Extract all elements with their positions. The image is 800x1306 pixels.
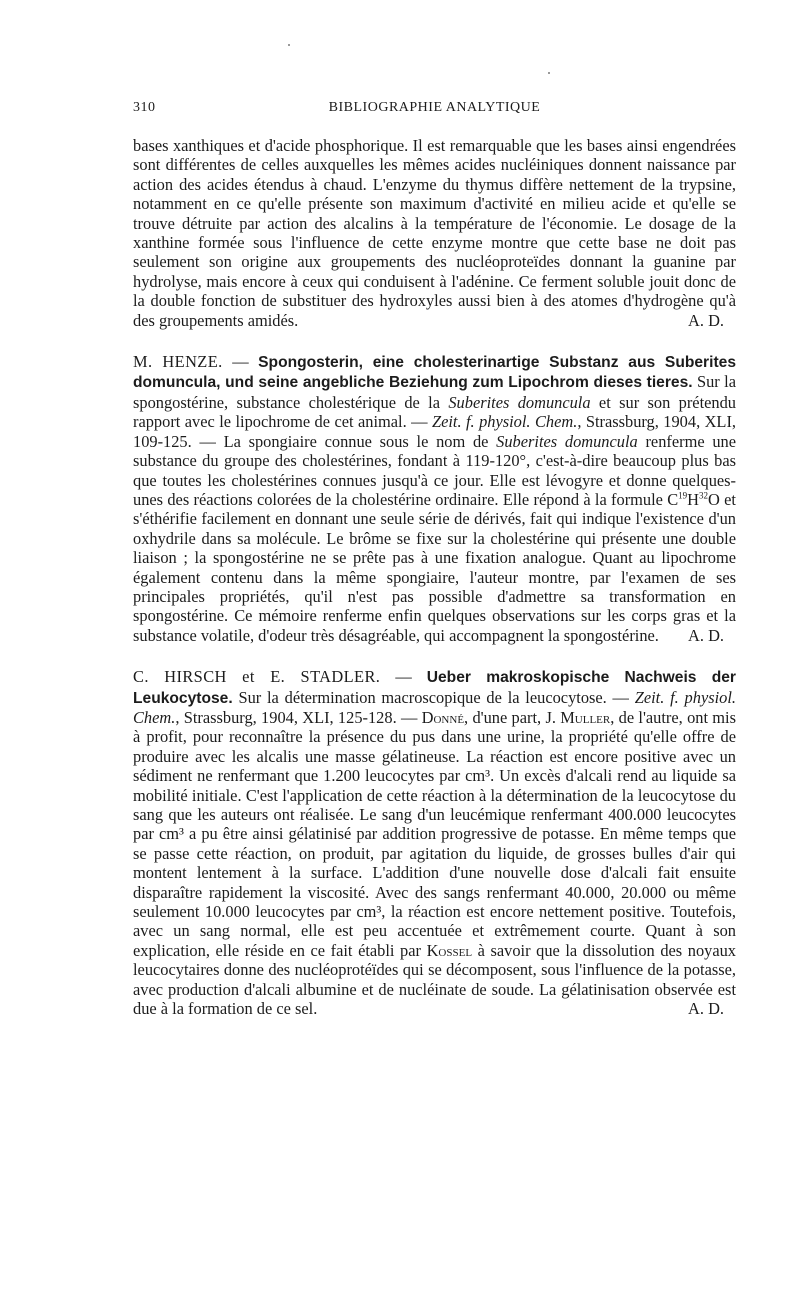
- journal-name: Zeit. f. physiol. Chem.: [133, 687, 736, 727]
- entry-text: , Strassburg, 1904, XLI, 125-128. —: [175, 707, 422, 727]
- running-head-title: BIBLIOGRAPHIE ANALYTIQUE: [328, 100, 541, 115]
- species-name: Suberites domuncula: [448, 392, 591, 412]
- running-head: [133, 100, 736, 124]
- scan-speck: [548, 72, 550, 74]
- entry-text: à savoir que la dissolution des noyaux leucocytaires donne des nucléoprotéïdes qui se décomposent, sous l'influence de la potasse, avec production d'alcali albumine et de nucléinate de soude. La gélatinisation observée est due à la formation de ce sel.: [133, 940, 736, 1019]
- formula-index: 32: [699, 490, 709, 501]
- author-signature: A. D.: [688, 999, 724, 1019]
- entry-text: , de l'autre, ont mis à profit, pour reconnaître la présence du pus dans une urine, la propriété qu'elle offre de produire avec les alcalis une masse gélatineuse. La réaction est encore positive avec un sédiment ne renfermant que 1.200 leucocytes par cm³. Un excès d'alcali rend au liquide sa mobilité initiale. C'est l'application de cette réaction à la détermination de la leucocytose du sang que les auteurs ont réalisée. Le sang d'un leucémique renfermant 400.000 leucocytes par cm³ a pu être ainsi gélatinisé par addition progressive de potasse. En même temps que se passe cette réaction, on produit, par agitation du liquide, de grosses bulles d'air qui montent lentement à la surface. L'addition d'une nouvelle dose d'alcali fait ensuite disparaître rapidement la viscosité. Avec des sangs renfermant 40.000, 20.000 ou même seulement 10.000 leucocytes par cm³, la réaction est encore nettement positive. Toutefois, avec un sang normal, elle est peu accentuée et extrêmement courte. Quant à son explication, elle réside en ce fait établi par: [133, 707, 736, 960]
- bibliography-entry-henze: [133, 352, 736, 645]
- author-signature: A. D.: [688, 625, 724, 645]
- entry-text: , d'une part, J.: [464, 707, 561, 727]
- formula-element: H: [687, 489, 700, 509]
- species-name: Suberites domuncula: [496, 431, 638, 451]
- entry-text: Sur la détermination macroscopique de la leucocytose. —: [232, 687, 635, 707]
- formula-index: 19: [678, 490, 688, 501]
- formula-element: O: [708, 489, 720, 509]
- person-name: Kossel: [426, 940, 473, 960]
- page: [133, 100, 736, 1018]
- formula-element: C: [667, 489, 679, 509]
- entry-text: et sur son prétendu rapport avec le lipochrome de cet animal. —: [133, 392, 736, 432]
- entry-author: M. HENZE.: [133, 352, 223, 372]
- journal-name: Zeit. f. physiol. Chem.: [431, 412, 578, 432]
- entry-author: C. HIRSCH et E. STADLER.: [133, 667, 381, 687]
- page-number: 310: [133, 100, 156, 115]
- paragraph-text: bases xanthiques et d'acide phosphorique. Il est remarquable que les bases ainsi engendrées sont différentes de celles auxquelles les mêmes acides nucléiniques donnent naissance par action des acides étendus à chaud. L'enzyme du thymus diffère nettement de la trypsine, notamment en ce qu'elle présente son maximum d'activité en milieu acide et qu'elle se trouve détruite par action des alcalins à la température de l'économie. Le dosage de la xanthine formée sous l'influence de cette enzyme montre que cette base ne doit pas seulement son origine aux groupements des nucléoproteïdes donnant la guanine par hydrolyse, mais encore à ceux qui conduisent à l'adénine. Ce ferment soluble jouit donc de la double fonction de substituer des hydroxyles aussi bien à des atomes d'hydrogène qu'à des groupements amidés.: [133, 136, 736, 330]
- entry-dash: —: [222, 352, 259, 372]
- entry-text: renferme une substance du groupe des cholestérines, fondant à 119-120°, c'est-à-dire beaucoup plus bas que toutes les cholestérines connues jusqu'à ce jour. Elle est lévogyre et donne quelques-unes des réactions colorées de la cholestérine ordinaire. Elle répond à la formule: [133, 431, 736, 509]
- continued-paragraph: [133, 136, 736, 330]
- entry-text: , Strassburg, 1904, XLI, 109-125. — La spongiaire connue sous le nom de: [133, 412, 736, 451]
- author-signature: A. D.: [688, 310, 724, 330]
- bibliography-entry-hirsch-stadler: [133, 667, 736, 1018]
- person-name: Muller: [560, 707, 611, 727]
- entry-dash: —: [380, 667, 427, 687]
- entry-text: et s'éthérifie facilement en donnant une seule série de dérivés, fait qui indique l'existence d'un oxhydrile dans sa molécule. Le brôme se fixe sur la cholestérine qui présente une double liaison ; la spongostérine ne se prête pas à une fixation analogue. Quant au lipochrome également contenu dans la même spongiaire, l'auteur montre, par l'examen de ses principales propriétés, qu'il n'est pas possible d'admettre sa transformation en spongostérine. Ce mémoire renferme enfin quelques observations sur les corps gras et la substance volatile, d'odeur très désagréable, qui accompagnent la spongostérine.: [133, 489, 736, 645]
- scan-speck: [288, 44, 290, 46]
- chemical-formula: [667, 490, 720, 509]
- entry-title: Spongosterin, eine cholesterinartige Substanz aus Suberites domuncula, und seine angebliche Beziehung zum Lipochrom dieses tieres.: [133, 354, 736, 392]
- entry-title: Ueber makroskopische Nachweis der Leukocytose.: [133, 669, 736, 707]
- entry-text: Sur la spongostérine, substance cholestérique de la: [133, 372, 736, 412]
- person-name: Donné: [421, 707, 465, 727]
